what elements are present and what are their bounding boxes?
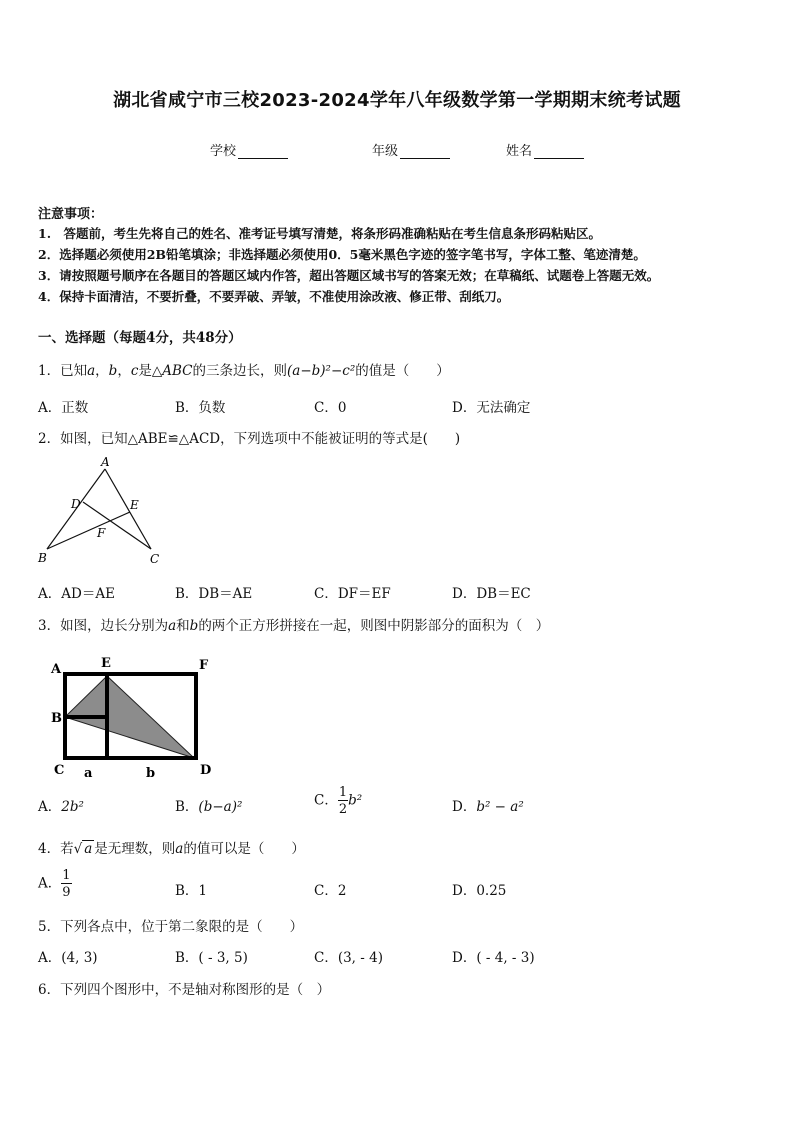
var-b: b bbox=[189, 618, 199, 634]
q2-option-a[interactable]: A．AD＝AE bbox=[38, 586, 115, 602]
fraction bbox=[338, 786, 348, 816]
question-3-stem bbox=[38, 614, 549, 634]
q2-figure bbox=[30, 452, 170, 572]
name-label: 姓名 bbox=[506, 144, 533, 159]
note-item: 3．请按照题号顺序在各题目的答题区域内作答，超出答题区域书写的答案无效；在草稿纸、试题卷上答题无效。 bbox=[38, 268, 660, 283]
label-e: E bbox=[101, 656, 111, 671]
label-a: A bbox=[51, 662, 62, 677]
q1-option-a[interactable]: A．正数 bbox=[38, 400, 89, 416]
q3-option-c[interactable] bbox=[314, 786, 362, 816]
segment-cd bbox=[83, 502, 151, 549]
var-a: a bbox=[168, 618, 177, 634]
q3-text: 3．如图，边长分别为 bbox=[38, 618, 169, 634]
option-expression: b² bbox=[348, 792, 363, 809]
label-f: F bbox=[199, 658, 209, 673]
option-prefix: D． bbox=[452, 799, 477, 815]
q3-text: 和 bbox=[176, 618, 190, 634]
school-field bbox=[210, 140, 288, 159]
notes-heading: 注意事项： bbox=[38, 207, 104, 222]
label-d: D bbox=[200, 763, 212, 778]
question-6-stem: 6．下列四个图形中，不是轴对称图形的是（ ） bbox=[38, 982, 331, 998]
label-f: F bbox=[97, 526, 106, 540]
q1-sep: ， bbox=[95, 363, 109, 379]
q1-option-c[interactable]: C．0 bbox=[314, 400, 347, 416]
label-b: B bbox=[51, 711, 62, 726]
label-c: C bbox=[54, 763, 65, 778]
q1-expression: (a−b)²−c² bbox=[287, 363, 356, 379]
var-c: c bbox=[130, 363, 139, 379]
fraction-denominator: 2 bbox=[338, 802, 348, 817]
label-a: A bbox=[101, 455, 110, 469]
triangle-abc: △ABC bbox=[151, 363, 193, 379]
q1-option-d[interactable]: D．无法确定 bbox=[452, 400, 531, 416]
school-label: 学校 bbox=[210, 144, 237, 159]
fraction bbox=[61, 869, 71, 899]
option-prefix: A． bbox=[38, 799, 62, 815]
q1-text: 的三条边长，则 bbox=[192, 363, 288, 379]
q3-text: 的两个正方形拼接在一起，则图中阴影部分的面积为（ ） bbox=[198, 618, 550, 634]
fraction-denominator: 9 bbox=[62, 885, 71, 900]
option-expression: 2b² bbox=[61, 799, 84, 815]
q2-option-c[interactable]: C．DF＝EF bbox=[314, 586, 391, 602]
q1-option-b[interactable]: B．负数 bbox=[175, 400, 226, 416]
side-label-b: b bbox=[146, 766, 156, 781]
q3-option-d[interactable] bbox=[452, 795, 524, 815]
option-expression: b² − a² bbox=[476, 799, 524, 815]
label-d: D bbox=[71, 497, 81, 511]
q1-sep: ， bbox=[117, 363, 131, 379]
note-item: 2．选择题必须使用2B铅笔填涂；非选择题必须使用0．5毫米黑色字迹的签字笔书写，字体工整、笔迹清楚。 bbox=[38, 247, 646, 262]
q2-option-d[interactable]: D．DB＝EC bbox=[452, 586, 531, 602]
q4-option-d[interactable]: D．0.25 bbox=[452, 883, 507, 899]
q4-option-b[interactable]: B．1 bbox=[175, 883, 208, 899]
q1-text: 的值是（ ） bbox=[355, 363, 450, 379]
name-field bbox=[506, 140, 584, 159]
question-2-stem: 2．如图，已知△ABE≌△ACD，下列选项中不能被证明的等式是( ) bbox=[38, 431, 461, 447]
segment-ac bbox=[105, 469, 151, 549]
fraction-numerator: 1 bbox=[62, 868, 71, 883]
q5-option-a[interactable]: A．(4, 3) bbox=[38, 950, 98, 966]
name-blank bbox=[534, 144, 584, 159]
option-prefix: A． bbox=[38, 875, 62, 892]
fraction-numerator: 1 bbox=[338, 785, 348, 800]
option-prefix: C． bbox=[314, 792, 338, 809]
sqrt-expression: √ a bbox=[73, 841, 93, 857]
q1-text: 是 bbox=[138, 363, 152, 379]
label-e: E bbox=[130, 498, 139, 512]
var-a: a bbox=[175, 841, 184, 857]
question-4-stem bbox=[38, 837, 305, 857]
var-b: b bbox=[108, 363, 118, 379]
option-expression: (b−a)² bbox=[198, 799, 243, 815]
q3-option-a[interactable] bbox=[38, 795, 84, 815]
q4-option-a[interactable] bbox=[38, 869, 72, 899]
q5-option-c[interactable]: C．(3, - 4) bbox=[314, 950, 383, 966]
grade-label: 年级 bbox=[372, 144, 399, 159]
note-item: 4．保持卡面清洁，不要折叠，不要弄破、弄皱，不准使用涂改液、修正带、刮纸刀。 bbox=[38, 289, 510, 304]
section-title: 一、选择题（每题4分，共48分） bbox=[38, 330, 242, 346]
q3-option-b[interactable] bbox=[175, 795, 242, 815]
q4-text: 4．若 bbox=[38, 841, 74, 857]
exam-title: 湖北省咸宁市三校2023-2024学年八年级数学第一学期期末统考试题 bbox=[113, 90, 681, 111]
grade-blank bbox=[400, 144, 450, 159]
q2-option-b[interactable]: B．DB＝AE bbox=[175, 586, 253, 602]
q4-option-c[interactable]: C．2 bbox=[314, 883, 347, 899]
label-c: C bbox=[150, 552, 160, 566]
q1-text: 1．已知 bbox=[38, 363, 88, 379]
question-1-stem bbox=[38, 359, 450, 379]
note-item: 1. 答题前，考生先将自己的姓名、准考证号填写清楚，将条形码准确粘贴在考生信息条形码粘贴区。 bbox=[38, 226, 602, 241]
school-blank bbox=[238, 144, 288, 159]
label-b: B bbox=[38, 551, 47, 565]
q4-text: 是无理数，则 bbox=[94, 841, 176, 857]
q3-figure bbox=[44, 652, 234, 782]
segment-be bbox=[47, 512, 130, 549]
option-prefix: B． bbox=[175, 799, 199, 815]
q5-option-b[interactable]: B．( - 3, 5) bbox=[175, 950, 248, 966]
var-a: a bbox=[87, 363, 96, 379]
grade-field bbox=[372, 140, 450, 159]
radicand: a bbox=[84, 841, 93, 857]
q5-option-d[interactable]: D．( - 4, - 3) bbox=[452, 950, 535, 966]
question-5-stem: 5．下列各点中，位于第二象限的是（ ） bbox=[38, 919, 304, 935]
side-label-a: a bbox=[84, 766, 93, 781]
q4-text: 的值可以是（ ） bbox=[183, 841, 305, 857]
